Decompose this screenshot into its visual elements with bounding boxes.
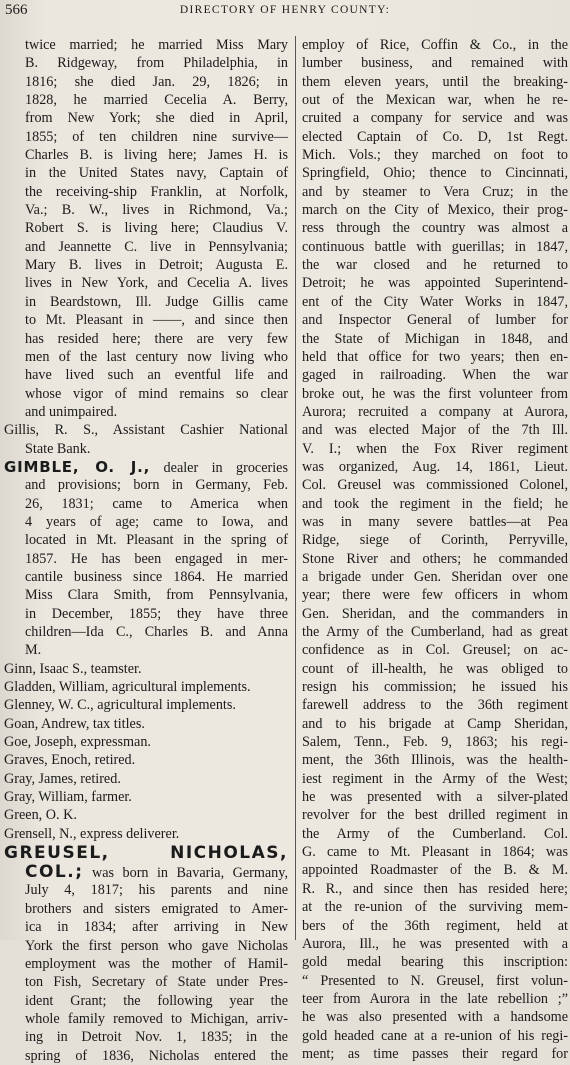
text-line: bers of the 36th regiment, held at (302, 917, 568, 934)
text-line: ent of the City Water Works in 1847, (302, 293, 568, 310)
right-column (302, 36, 568, 1062)
text-line: and unimpaired. (25, 403, 118, 420)
text-line: employ of Rice, Coffin & Co., in the (302, 37, 568, 53)
column-divider (295, 36, 296, 940)
text-line: 1828, he married Cecelia A. Berry, (25, 92, 288, 109)
text-line: lives in New York, and Cecelia A. lives (25, 275, 288, 292)
entry-line: State Bank. (25, 440, 91, 457)
text-line: a brigade under Gen. Sheridan over one (302, 568, 568, 585)
list-item: Gray, William, farmer. (4, 789, 132, 806)
text-line: lumber business, and remained with (302, 55, 568, 72)
text-line: farewell address to the 36th regiment (302, 697, 568, 714)
text-line: held that office for two years; then en- (302, 348, 568, 365)
text-line: have lived such an eventful life and (25, 367, 288, 384)
greusel-heading (0, 843, 288, 863)
text-line: has resided here; there are very few (25, 330, 288, 347)
text-line: ton Fish, Secretary of State under Pres- (25, 974, 288, 991)
text-line: Stone River and others; he commanded (302, 550, 568, 567)
list-item: Gladden, William, agricultural implements. (4, 679, 251, 696)
list-item: Green, O. K. (4, 807, 77, 824)
text-line: the war closed and he returned to (302, 257, 568, 274)
text-line: “ Presented to N. Greusel, first volun- (302, 972, 568, 989)
text-line: Mary B. lives in Detroit; Augusta E. (25, 257, 288, 274)
text-line: 1857. He has been engaged in mer- (25, 550, 288, 567)
text-line: ress through the country was almost a (302, 220, 568, 237)
text-line: and provisions; born in Germany, Feb. (25, 477, 288, 494)
text-line: iest regiment in the Army of the West; (302, 770, 568, 787)
text-line: spring of 1836, Nicholas entered the (25, 1047, 288, 1064)
text-line: brothers and sisters emigrated to Amer- (25, 900, 288, 917)
text-line: ing in Detroit Nov. 1, 1835; in the (25, 1029, 288, 1046)
text-line: them eleven years, until the breaking- (302, 73, 568, 90)
text-line: and Jeannette C. live in Pennsylvania; (25, 238, 288, 255)
text-line: revolver for the best drilled regiment in (302, 807, 568, 824)
text-line: Mich. Vols.; they marched on foot to (302, 147, 568, 164)
greusel-title: COL.; (25, 862, 84, 883)
list-item: Goe, Joseph, expressman. (4, 734, 151, 751)
text-line: in Beardstown, Ill. Judge Gillis came (25, 293, 288, 310)
text-line: he was also presented with a handsome (302, 1009, 568, 1026)
text-line: 4 years of age; came to Iowa, and (25, 513, 288, 530)
text-line: year; there were few officers in whom (302, 587, 568, 604)
text-line: Va.; B. W., lives in Richmond, Va.; (25, 202, 288, 219)
list-item: Graves, Enoch, retired. (4, 752, 136, 769)
list-item: Goan, Andrew, tax titles. (4, 715, 145, 732)
text-line: men of the last century now living who (25, 348, 288, 365)
text-line: M. (25, 642, 42, 659)
text-line: Detroit; he was appointed Superintend- (302, 275, 568, 292)
list-item: Glenney, W. C., agricultural implements. (4, 697, 236, 714)
directory-list (0, 660, 288, 843)
page-header (0, 0, 570, 22)
text-line: Col. Greusel was commissioned Colonel, (302, 477, 568, 494)
text-line: and Inspector General of lumber for (302, 312, 568, 329)
gimble-first-line-text: dealer in groceries (150, 459, 288, 476)
text-line: Gen. Sheridan, and the commanders in (302, 605, 568, 622)
gimble-first-line (0, 458, 288, 476)
text-line: count of ill-health, he was obliged to (302, 660, 568, 677)
page-number: 566 (5, 2, 28, 18)
text-line: Charles B. is living here; James H. is (25, 147, 288, 164)
gillis-entry-continued (0, 36, 288, 421)
text-line: whole family removed to Michigan, arriv- (25, 1010, 288, 1027)
greusel-second-line-text: was born in Bavaria, Germany, (83, 865, 288, 882)
text-line: V. I.; when the Fox River regiment (302, 440, 568, 457)
text-line: elected Captain of Co. D, 1st Regt. (302, 128, 568, 145)
text-line: gaged in railroading. When the war (302, 367, 568, 384)
gimble-name: GIMBLE, O. J., (4, 457, 151, 476)
text-line: out of the Mexican war, when he re- (302, 92, 568, 109)
text-line: teer from Aurora in the late rebellion ;” (302, 990, 568, 1007)
entry-line: Gillis, R. S., Assistant Cashier National (4, 422, 288, 439)
running-title: DIRECTORY OF HENRY COUNTY: (179, 4, 391, 16)
text-line: Salem, Tenn., Feb. 9, 1863; his regi- (302, 734, 568, 751)
text-line: gold medal bearing this inscription: (302, 954, 568, 971)
text-line: march on the City of Mexico, their prog- (302, 202, 568, 219)
text-line: and to his brigade at Camp Sheridan, (302, 715, 568, 732)
text-line: whose vigor of mind remains so clear (25, 385, 288, 402)
text-line: and was elected Major of the 7th Ill. (302, 422, 568, 439)
list-item: Gray, James, retired. (4, 770, 121, 787)
text-line: July 4, 1817; his parents and nine (25, 882, 288, 899)
text-line: at the re-union of the surviving mem- (302, 899, 568, 916)
text-line: broke out, he was the first volunteer from (302, 385, 568, 402)
gillis-rs-entry (0, 421, 288, 458)
text-line: located in Mt. Pleasant in the spring of (25, 532, 288, 549)
text-line: cruited a company for service and was (302, 110, 568, 127)
greusel-entry (0, 843, 288, 1065)
text-line: R. R., and since then has resided here; (302, 880, 568, 897)
text-line: was organized, Aug. 14, 1861, Lieut. (302, 458, 568, 475)
text-line: was in many severe battles—at Pea (302, 513, 568, 530)
text-line: he was presented with a silver-plated (302, 789, 568, 806)
text-line: continuous battle with guerillas; in 1847, (302, 238, 568, 255)
text-line: in December, 1855; they have three (25, 605, 288, 622)
text-line: ment, the 36th Illinois, was the health- (302, 752, 568, 769)
text-line: Aurora; recruited a company at Aurora, (302, 403, 568, 420)
text-line: York the first person who gave Nicholas (25, 937, 288, 954)
greusel-entry-text (0, 881, 288, 1064)
text-line: the receiving-ship Franklin, at Norfolk, (25, 183, 288, 200)
text-line: twice married; he married Miss Mary (25, 37, 288, 53)
text-line: to Mt. Pleasant in ——, and since then (25, 312, 288, 329)
text-line: employment was the mother of Hamil- (25, 955, 288, 972)
text-line: 1816; she died Jan. 29, 1826; in (25, 73, 288, 90)
text-line: G. came to Mt. Pleasant in 1864; was (302, 844, 568, 861)
text-line: Robert S. is living here; Claudius V. (25, 220, 288, 237)
text-line: children—Ida C., Charles B. and Anna (25, 624, 288, 640)
text-line: and took the regiment in the field; he (302, 495, 568, 512)
greusel-name: GREUSEL, NICHOLAS, (4, 843, 288, 864)
text-line: Aurora, Ill., he was presented with a (302, 935, 568, 952)
text-line: from New York; she died in April, (25, 110, 288, 127)
text-line: the Army of the Cumberland. Col. (302, 825, 568, 842)
text-line: 1855; of ten children nine survive— (25, 128, 288, 145)
list-item: Ginn, Isaac S., teamster. (4, 660, 142, 677)
text-line: and by steamer to Vera Cruz; in the (302, 183, 568, 200)
text-line: cantile business since 1864. He married (25, 568, 288, 585)
text-line: Miss Clara Smith, from Pennsylvania, (25, 587, 288, 604)
text-line: the Army of the Cumberland, had as great (302, 624, 568, 640)
greusel-entry-continued (302, 36, 568, 1063)
text-line: B. Ridgeway, from Philadelphia, in (25, 55, 288, 72)
gimble-entry (0, 458, 288, 660)
text-line: confidence as in Col. Greusel; on ac- (302, 642, 568, 659)
greusel-second-line (0, 863, 288, 881)
list-item: Grensell, N., express deliverer. (4, 825, 180, 842)
text-line: the State of Michigan in 1848, and (302, 330, 568, 347)
left-column (0, 36, 288, 1064)
text-line: ica in 1834; after arriving in New (25, 919, 288, 936)
text-line: Springfield, Ohio; thence to Cincinnati, (302, 165, 568, 182)
text-line: in the United States navy, Captain of (25, 165, 288, 182)
text-line: ment; as time passes their regard for (302, 1045, 568, 1062)
text-line: Ridge, siege of Corinth, Perryville, (302, 532, 568, 549)
text-line: resign his commission; he issued his (302, 679, 568, 696)
text-line: gold headed cane at a re-union of his regi- (302, 1027, 568, 1044)
text-line: 26, 1831; came to America when (25, 495, 288, 512)
gimble-entry-text (0, 476, 288, 659)
text-line: ident Grant; the following year the (25, 992, 288, 1009)
text-line: appointed Roadmaster of the B. & M. (302, 862, 568, 879)
